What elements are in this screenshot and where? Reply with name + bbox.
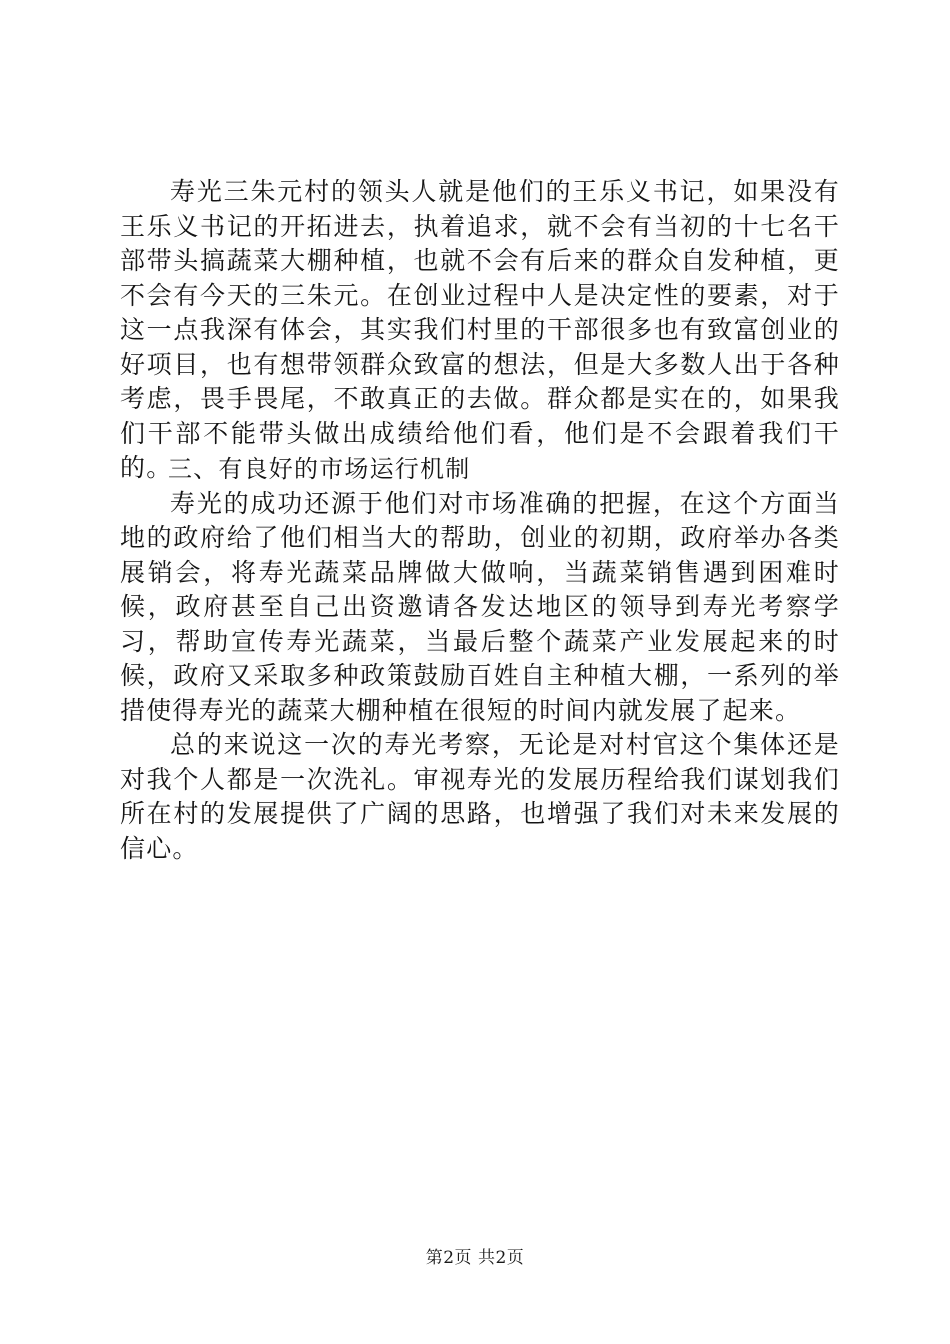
section-leadership bbox=[120, 175, 840, 486]
section-heading-3: 三、有良好的市场运行机制 bbox=[168, 455, 471, 483]
paragraph-leader: 寿光三朱元村的领头人就是他们的王乐义书记，如果没有王乐义书记的开拓进去，执着追求，就不会有当初的十七名干部带头搞蔬菜大棚种植，也就不会有后来的群众自发种植，更不会有今天的三朱元。在创业过程中人是决定性的要素，对于这一点我深有体会，其实我们村里的干部很多也有致富创业的好项目，也有想带领群众致富的想法，但是大多数人出于各种考虑，畏手畏尾，不敢真正的去做。群众都是实在的，如果我们干部不能带头做出成绩给他们看，他们是不会跟着我们干的。 bbox=[120, 177, 840, 482]
paragraph-market: 寿光的成功还源于他们对市场准确的把握，在这个方面当地的政府给了他们相当大的帮助，创业的初期，政府举办各类展销会，将寿光蔬菜品牌做大做响，当蔬菜销售遇到困难时候，政府甚至自己出资邀请各发达地区的领导到寿光考察学习，帮助宣传寿光蔬菜，当最后整个蔬菜产业发展起来的时候，政府又采取多种政策鼓励百姓自主种植大棚，一系列的举措使得寿光的蔬菜大棚种植在很短的时间内就发展了起来。 bbox=[120, 488, 840, 725]
paragraph-conclusion: 总的来说这一次的寿光考察，无论是对村官这个集体还是对我个人都是一次洗礼。审视寿光的发展历程给我们谋划我们所在村的发展提供了广阔的思路，也增强了我们对未来发展的信心。 bbox=[120, 730, 840, 863]
page-number-footer: 第2页 共2页 bbox=[425, 1248, 525, 1268]
section-market bbox=[120, 452, 840, 866]
